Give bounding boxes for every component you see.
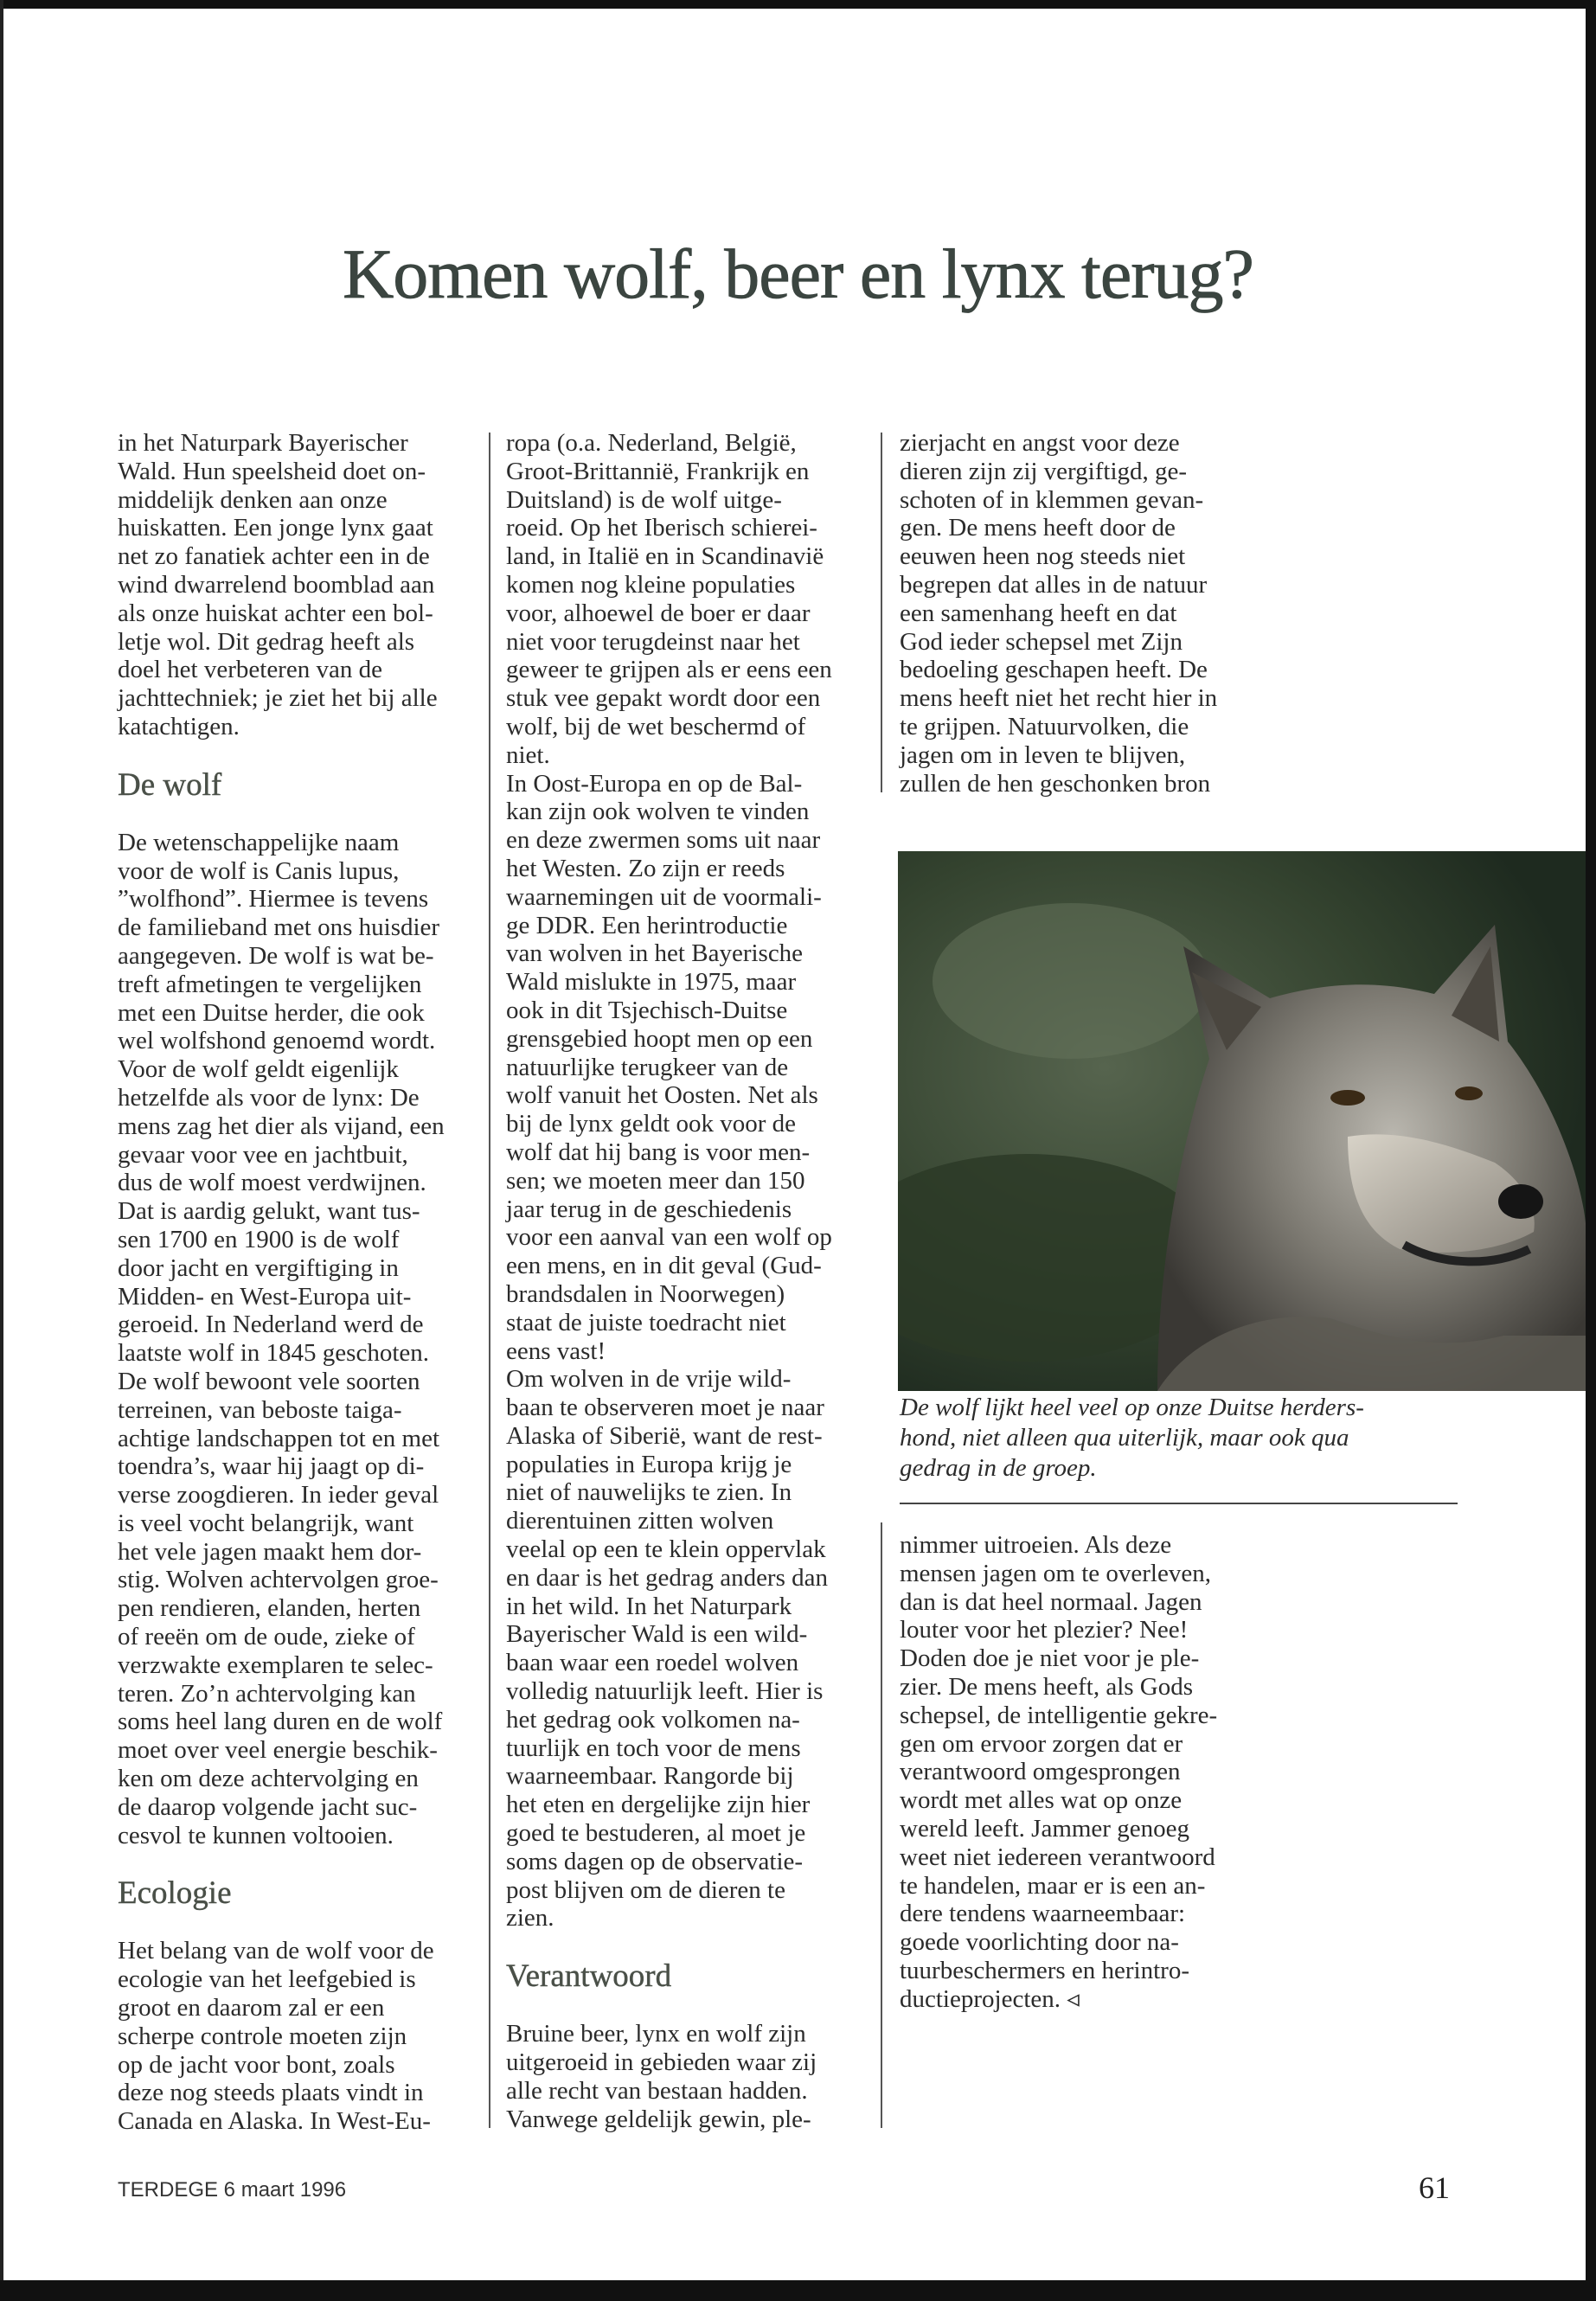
text-line: moet over veel energie beschik- (118, 1736, 438, 1765)
text-line: en deze zwermen soms uit naar (506, 826, 821, 855)
text-line: Wald mislukte in 1975, maar (506, 968, 797, 997)
text-line: staat de juiste toedracht niet (506, 1308, 786, 1336)
text-line: laatste wolf in 1845 geschoten. (118, 1339, 429, 1368)
text-line: toendra’s, waar hij jaagt op di- (118, 1452, 425, 1481)
text-column-2 (506, 429, 832, 2133)
section-heading: De wolf (118, 766, 222, 803)
text-line: dus de wolf moest verdwijnen. (118, 1169, 426, 1197)
text-line: gevaar voor vee en jachtbuit, (118, 1140, 408, 1169)
text-line: voor een aanval van een wolf op (506, 1223, 832, 1252)
text-line: niet. (506, 740, 550, 769)
column-divider (881, 1522, 882, 2128)
text-line: zier. De mens heeft, als Gods (900, 1672, 1194, 1701)
text-line: hetzelfde als voor de lynx: De (118, 1083, 420, 1112)
text-line: niet voor terugdeinst naar het (506, 627, 800, 656)
text-line: wereld leeft. Jammer genoeg (900, 1814, 1189, 1843)
text-line: gen. De mens heeft door de (900, 514, 1176, 542)
text-line: Vanwege geldelijk gewin, ple- (506, 2105, 811, 2133)
text-line: met een Duitse herder, die ook (118, 998, 425, 1027)
text-line: verzwakte exemplaren te selec- (118, 1650, 433, 1679)
text-line: sen 1700 en 1900 is de wolf (118, 1225, 400, 1253)
text-line: scherpe controle moeten zijn (118, 2022, 407, 2050)
text-line: Canada en Alaska. In West-Eu- (118, 2107, 431, 2136)
text-line: doel het verbeteren van de (118, 656, 382, 684)
text-line: te grijpen. Natuurvolken, die (900, 712, 1189, 740)
text-line: Midden- en West-Europa uit- (118, 1282, 412, 1311)
text-line: soms dagen op de observatie- (506, 1847, 804, 1875)
text-line: De wetenschappelijke naam (118, 828, 400, 856)
text-line: Het belang van de wolf voor de (118, 1937, 434, 1965)
text-line: op de jacht voor bont, zoals (118, 2050, 395, 2079)
caption-rule (900, 1503, 1458, 1504)
text-line: teren. Zo’n achtervolging kan (118, 1679, 416, 1708)
text-line: huiskatten. Een jonge lynx gaat (118, 514, 433, 542)
text-line: alle recht van bestaan hadden. (506, 2076, 808, 2105)
text-line: wel wolfshond genoemd wordt. (118, 1027, 436, 1055)
text-line: post blijven om de dieren te (506, 1875, 785, 1904)
text-line: de familieband met ons huisdier (118, 913, 440, 942)
text-line: uitgeroeid in gebieden waar zij (506, 2048, 817, 2077)
text-line: dan is dat heel normaal. Jagen (900, 1587, 1202, 1616)
photo-caption (900, 1393, 1364, 1484)
text-line: tuurbeschermers en herintro- (900, 1956, 1189, 1984)
text-line: brandsdalen in Noorwegen) (506, 1279, 785, 1308)
text-line: geroeid. In Nederland werd de (118, 1311, 424, 1339)
text-line: grensgebied hoopt men op een (506, 1024, 813, 1053)
text-line: ecologie van het leefgebied is (118, 1965, 416, 1994)
text-line: katachtigen. (118, 712, 240, 740)
text-line: nimmer uitroeien. Als deze (900, 1531, 1172, 1559)
wolf-photo (898, 851, 1586, 1391)
text-line: Dat is aardig gelukt, want tus- (118, 1197, 420, 1226)
text-line: God ieder schepsel met Zijn (900, 627, 1183, 656)
text-line: ropa (o.a. Nederland, België, (506, 429, 797, 457)
text-line: eeuwen heen nog steeds niet (900, 542, 1186, 571)
text-line: gen om ervoor zorgen dat er (900, 1729, 1183, 1758)
text-line: jagen om in leven te blijven, (900, 740, 1186, 769)
text-line: waarneembaar. Rangorde bij (506, 1762, 794, 1791)
text-line: baan te observeren moet je naar (506, 1394, 824, 1422)
text-line: groot en daarom zal er een (118, 1994, 385, 2022)
text-line: letje wol. Dit gedrag heeft als (118, 627, 415, 656)
text-line: Groot-Brittannië, Frankrijk en (506, 457, 810, 485)
text-line: mensen jagen om te overleven, (900, 1559, 1211, 1587)
text-line: wordt met alles wat op onze (900, 1786, 1183, 1815)
text-line: te handelen, maar er is een an- (900, 1871, 1206, 1900)
text-line: tuurlijk en toch voor de mens (506, 1734, 801, 1762)
section-heading: Ecologie (118, 1875, 232, 1912)
text-line: cesvol te kunnen voltooien. (118, 1821, 394, 1849)
text-line: Bayerischer Wald is een wild- (506, 1620, 808, 1649)
text-line: louter voor het plezier? Nee! (900, 1616, 1189, 1644)
text-line: het eten en dergelijke zijn hier (506, 1791, 811, 1819)
text-line: voor de wolf is Canis lupus, (118, 856, 400, 885)
text-line: pen rendieren, elanden, herten (118, 1594, 421, 1623)
text-line: zien. (506, 1904, 554, 1932)
text-line: roeid. Op het Iberisch schierei- (506, 514, 817, 542)
text-line: als onze huiskat achter een bol- (118, 599, 433, 627)
text-line: verse zoogdieren. In ieder geval (118, 1481, 439, 1509)
page-border-right (1586, 0, 1596, 2301)
text-line: wolf, bij de wet beschermd of (506, 712, 806, 740)
text-line: zullen de hen geschonken bron (900, 769, 1211, 798)
text-line: land, in Italië en in Scandinavië (506, 542, 824, 571)
text-column-3-top (900, 429, 1217, 798)
page-border-left (0, 0, 3, 2301)
text-line: ge DDR. Een herintroductie (506, 911, 788, 939)
text-line: schepsel, de intelligentie gekre- (900, 1701, 1218, 1729)
text-line: achtige landschappen tot en met (118, 1424, 440, 1452)
text-line: Alaska of Siberië, want de rest- (506, 1421, 823, 1450)
text-column-1 (118, 429, 445, 2136)
text-line: mens heeft niet het recht hier in (900, 684, 1218, 713)
text-line: terreinen, van beboste taiga- (118, 1395, 402, 1424)
text-line: natuurlijke terugkeer van de (506, 1053, 789, 1081)
text-line: Voor de wolf geldt eigenlijk (118, 1055, 399, 1084)
text-line: zierjacht en angst voor deze (900, 429, 1180, 457)
text-line: door jacht en vergiftiging in (118, 1253, 399, 1282)
text-line: het Westen. Zo zijn er reeds (506, 854, 785, 882)
text-line: sen; we moeten meer dan 150 (506, 1166, 805, 1195)
footer-publication: TERDEGE 6 maart 1996 (118, 2178, 347, 2202)
text-line: ken om deze achtervolging en (118, 1765, 419, 1793)
section-heading: Verantwoord (506, 1958, 672, 1995)
text-line: volledig natuurlijk leeft. Hier is (506, 1677, 824, 1706)
text-line: van wolven in het Bayerische (506, 939, 804, 968)
text-line: het vele jagen maakt hem dor- (118, 1537, 422, 1566)
page-border-bottom (0, 2280, 1596, 2301)
text-line: Doden doe je niet voor je ple- (900, 1644, 1200, 1673)
page-number: 61 (1419, 2170, 1450, 2205)
text-line: In Oost-Europa en op de Bal- (506, 769, 803, 798)
text-line: geweer te grijpen als er eens een (506, 656, 832, 684)
text-line: De wolf bewoont vele soorten (118, 1367, 420, 1395)
text-line: wind dwarrelend boomblad aan (118, 570, 435, 599)
text-line: dere tendens waarneembaar: (900, 1900, 1186, 1928)
text-line: bedoeling geschapen heeft. De (900, 656, 1208, 684)
text-line: Duitsland) is de wolf uitge- (506, 485, 782, 514)
text-line: niet of nauwelijks te zien. In (506, 1478, 792, 1507)
text-line: is veel vocht belangrijk, want (118, 1509, 414, 1537)
text-line: verantwoord omgesprongen (900, 1758, 1181, 1786)
text-line: stuk vee gepakt wordt door een (506, 684, 821, 713)
text-line: soms heel lang duren en de wolf (118, 1708, 443, 1736)
text-line: aangegeven. De wolf is wat be- (118, 941, 434, 970)
text-line: komen nog kleine populaties (506, 570, 796, 599)
text-line: bij de lynx geldt ook voor de (506, 1110, 797, 1138)
caption-line: gedrag in de groep. (900, 1454, 1097, 1482)
text-line: het gedrag ook volkomen na- (506, 1705, 800, 1734)
text-line: deze nog steeds plaats vindt in (118, 2079, 424, 2107)
text-line: jachttechniek; je ziet het bij alle (118, 684, 438, 713)
page-border-top (0, 0, 1596, 9)
text-line: Om wolven in de vrije wild- (506, 1365, 792, 1394)
caption-line: hond, niet alleen qua uiterlijk, maar ook qua (900, 1424, 1349, 1452)
text-line: mens zag het dier als vijand, een (118, 1112, 445, 1140)
text-line: ook in dit Tsjechisch-Duitse (506, 996, 788, 1024)
text-line: wolf vanuit het Oosten. Net als (506, 1081, 818, 1110)
text-line: wolf dat hij bang is voor men- (506, 1138, 811, 1166)
text-line: middelijk denken aan onze (118, 485, 388, 514)
text-line: en daar is het gedrag anders dan (506, 1563, 829, 1592)
text-line: Bruine beer, lynx en wolf zijn (506, 2020, 806, 2048)
text-line: begrepen dat alles in de natuur (900, 570, 1208, 599)
text-line: waarnemingen uit de voormali- (506, 882, 822, 911)
text-line: stig. Wolven achtervolgen groe- (118, 1566, 439, 1594)
text-line: een samenhang heeft en dat (900, 599, 1177, 627)
text-line: goede voorlichting door na- (900, 1928, 1179, 1957)
text-line: een mens, en in dit geval (Gud- (506, 1252, 822, 1280)
text-line: dieren zijn zij vergiftigd, ge- (900, 457, 1188, 485)
text-line: Wald. Hun speelsheid doet on- (118, 457, 426, 485)
text-line: jaar terug in de geschiedenis (506, 1195, 792, 1223)
text-line: goed te bestuderen, al moet je (506, 1819, 806, 1848)
text-line: ”wolfhond”. Hiermee is tevens (118, 885, 429, 913)
text-line: kan zijn ook wolven te vinden (506, 798, 810, 826)
text-line: voor, alhoewel de boer er daar (506, 599, 811, 627)
text-column-3-bottom (900, 1531, 1217, 2014)
text-line: dierentuinen zitten wolven (506, 1507, 774, 1535)
text-line: net zo fanatiek achter een in de (118, 542, 430, 571)
text-line: veelal op een te klein oppervlak (506, 1535, 826, 1564)
caption-line: De wolf lijkt heel veel op onze Duitse herders- (900, 1394, 1364, 1421)
text-line: ductieprojecten. ◃ (900, 1984, 1080, 2013)
text-line: of reeën om de oude, zieke of (118, 1623, 415, 1651)
article-title: Komen wolf, beer en lynx terug? (343, 234, 1253, 313)
text-line: populaties in Europa krijg je (506, 1450, 792, 1478)
text-line: eens vast! (506, 1336, 606, 1365)
column-divider (881, 433, 882, 792)
text-line: in het wild. In het Naturpark (506, 1592, 792, 1620)
text-line: schoten of in klemmen gevan- (900, 485, 1204, 514)
text-line: weet niet iedereen verantwoord (900, 1843, 1215, 1871)
text-line: baan waar een roedel wolven (506, 1649, 799, 1677)
wolf-image (898, 851, 1586, 1391)
text-line: treft afmetingen te vergelijken (118, 970, 422, 998)
column-divider (489, 433, 490, 2128)
text-line: in het Naturpark Bayerischer (118, 429, 408, 457)
text-line: de daarop volgende jacht suc- (118, 1792, 418, 1821)
